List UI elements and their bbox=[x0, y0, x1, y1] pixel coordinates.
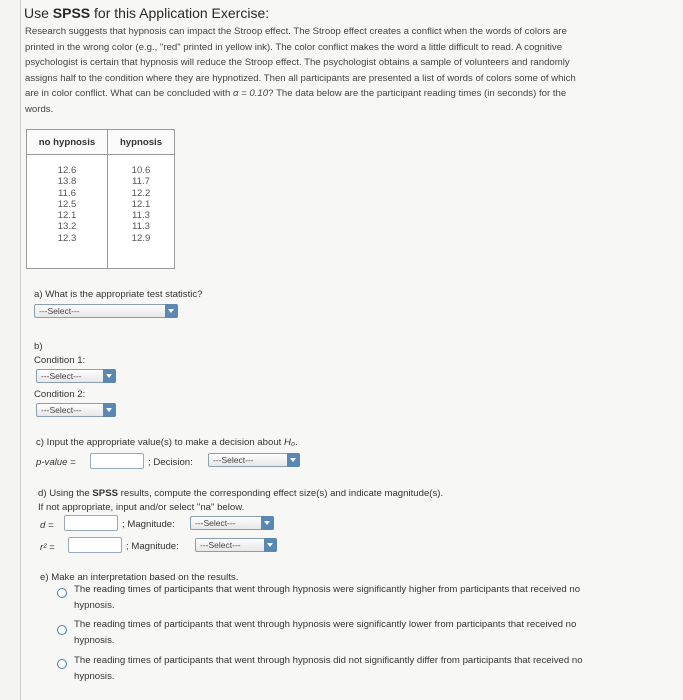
r-squared-magnitude-select[interactable]: ---Select--- bbox=[195, 538, 277, 552]
interpretation-option-3-radio[interactable] bbox=[57, 659, 67, 669]
interpretation-option-3-text[interactable]: The reading times of participants that went through hypnosis did not significantly differ from participants that received no hypnosis. bbox=[74, 655, 583, 682]
no-hypnosis-values: 12.6 13.8 11.6 12.5 12.1 13.2 12.3 bbox=[57, 165, 77, 244]
condition-2-label: Condition 2: bbox=[34, 389, 86, 400]
question-b-label: b) bbox=[34, 341, 43, 352]
page-title: Use SPSS for this Application Exercise: bbox=[24, 5, 270, 21]
r-squared-magnitude-label: ; Magnitude: bbox=[126, 541, 179, 552]
interpretation-option-1-text[interactable]: The reading times of participants that went through hypnosis were significantly higher from participants that received no hypnosis. bbox=[74, 584, 581, 611]
problem-description: Research suggests that hypnosis can impact the Stroop effect. The Stroop effect creates a conflict when the words of colors are printed in the wrong color (e.g., "red" printed in yellow ink). The color conflict makes the word a little difficult to read. A cognitive psychologist is certain that hypnosis will reduce the Stroop effect. The psychologist obtains a sample of volunteers and randomly assigns half to the condition where they are hypnotized. Then all participants are presented a list of words of colors some of which are in color conflict. What can be concluded with α = 0.10? The data below are the participant reading times (in seconds) for the words. bbox=[25, 26, 576, 115]
d-input[interactable] bbox=[64, 515, 118, 531]
question-a-label: a) What is the appropriate test statistic? bbox=[34, 289, 203, 300]
r-squared-input[interactable] bbox=[68, 537, 122, 553]
question-d-label: d) Using the SPSS results, compute the corresponding effect size(s) and indicate magnitude(s). bbox=[38, 488, 444, 499]
chevron-down-icon bbox=[264, 538, 277, 552]
interpretation-option-1-radio[interactable] bbox=[57, 588, 67, 598]
decision-select[interactable]: ---Select--- bbox=[208, 453, 300, 467]
decision-label: ; Decision: bbox=[148, 457, 193, 468]
question-e-label: e) Make an interpretation based on the results. bbox=[40, 572, 239, 583]
condition-1-label: Condition 1: bbox=[34, 355, 86, 366]
p-value-input[interactable] bbox=[90, 453, 144, 469]
column-header-hypnosis: hypnosis bbox=[108, 130, 175, 155]
hypnosis-values: 10.6 11.7 12.2 12.1 11.3 11.3 12.9 bbox=[131, 165, 151, 244]
column-header-no-hypnosis: no hypnosis bbox=[27, 130, 108, 155]
d-magnitude-select[interactable]: ---Select--- bbox=[190, 516, 274, 530]
data-table bbox=[26, 129, 175, 269]
d-label: d = bbox=[40, 520, 54, 531]
interpretation-option-2-radio[interactable] bbox=[57, 625, 67, 635]
test-statistic-select[interactable]: ---Select--- bbox=[34, 304, 178, 318]
chevron-down-icon bbox=[103, 403, 116, 417]
chevron-down-icon bbox=[103, 369, 116, 383]
p-value-label: p-value = bbox=[36, 457, 76, 468]
condition-2-select[interactable]: ---Select--- bbox=[36, 403, 116, 417]
chevron-down-icon bbox=[261, 516, 274, 530]
r-squared-label: r² = bbox=[40, 542, 55, 553]
condition-1-select[interactable]: ---Select--- bbox=[36, 369, 116, 383]
d-magnitude-label: ; Magnitude: bbox=[122, 519, 175, 530]
chevron-down-icon bbox=[165, 304, 178, 318]
alpha-value: α = 0.10 bbox=[232, 88, 269, 100]
interpretation-option-2-text[interactable]: The reading times of participants that went through hypnosis were significantly lower from participants that received no hypnosis. bbox=[74, 619, 577, 646]
question-c-label: c) Input the appropriate value(s) to make a decision about H₀. bbox=[36, 437, 298, 448]
question-d-note: If not appropriate, input and/or select "na" below. bbox=[38, 502, 245, 513]
chevron-down-icon bbox=[287, 453, 300, 467]
